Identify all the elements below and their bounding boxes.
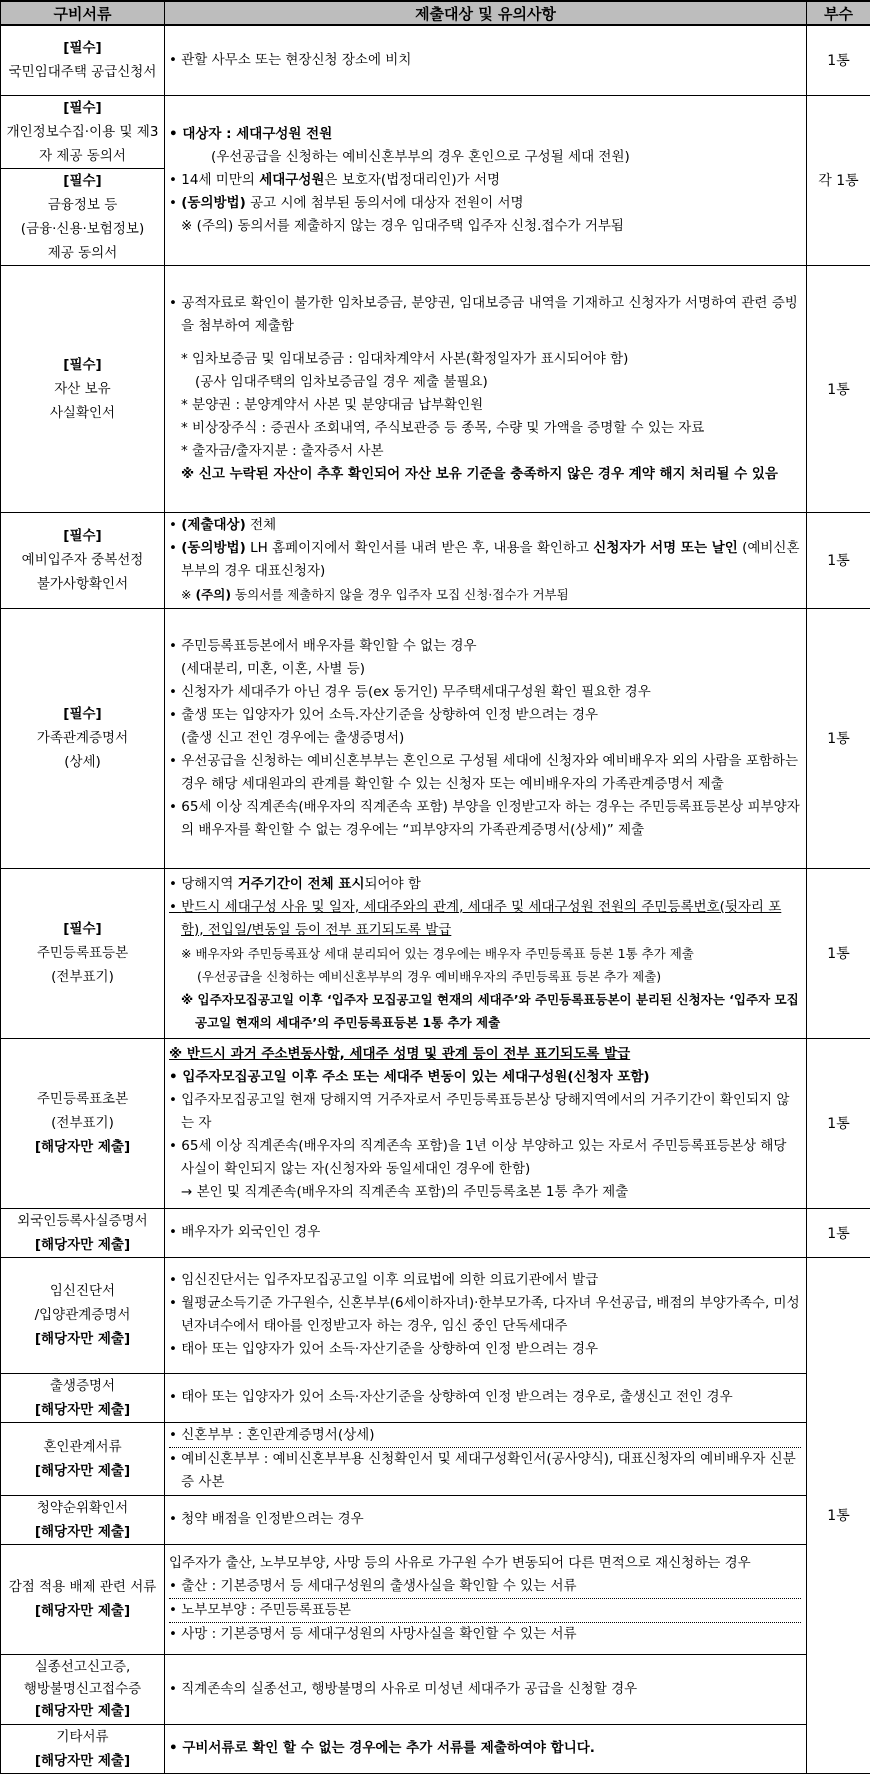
- table-row: [1, 868, 870, 1038]
- document-name: 실종선고신고증, 행방불명신고접수증 [해당자만 제출]: [1, 1654, 165, 1724]
- table-row: [1, 1257, 870, 1373]
- document-name: 감점 적용 배제 관련 서류 [해당자만 제출]: [1, 1544, 165, 1654]
- document-details: ※ 반드시 과거 주소변동사항, 세대주 성명 및 관계 등이 전부 표기되도록 발급 • 입주자모집공고일 이후 주소 또는 세대주 변동이 있는 세대구성원(신청자 포함) • 입주자모집공고일 현재 당해지역 거주자로서 주민등록표등본상 당해지역에서의 거주기간이 확인되지 않는 자 • 65세 이상 직계존속(배우자의 직계존속 포함)을 1년 이상 부양하고 있는 자로서 주민등록표등본상 해당 사실이 확인되지 않는 자(신청자와 동일세대인 경우에 한함) → 본인 및 직계존속(배우자의 직계존속 포함)의 주민등록초본 1통 추가 제출: [165, 1038, 807, 1208]
- document-details: • 임신진단서는 입주자모집공고일 이후 의료법에 의한 의료기관에서 발급 • 월평균소득기준 가구원수, 신혼부부(6세이하자녀)·한부모가족, 다자녀 우선공급, 배점의 부양가족수, 미성년자녀수에서 태아를 인정받고자 하는 경우, 임신 중인 단독세대주 • 태아 또는 입양자가 있어 소득·자산기준을 상향하여 인정 받으려는 경우: [165, 1257, 807, 1373]
- document-count: 각 1통: [807, 95, 870, 265]
- document-name: [필수] 예비입주자 중복선정 불가사항확인서: [1, 512, 165, 608]
- document-name: 혼인관계서류 [해당자만 제출]: [1, 1422, 165, 1495]
- table-row: [1, 1724, 870, 1773]
- table-row: [1, 1038, 870, 1208]
- document-name: 출생증명서 [해당자만 제출]: [1, 1373, 165, 1422]
- document-count: 1통: [807, 1257, 870, 1773]
- table-row: [1, 25, 870, 95]
- table-row: [1, 608, 870, 868]
- table-row: [1, 1373, 870, 1422]
- table-row: [1, 1654, 870, 1724]
- document-details: • 구비서류로 확인 할 수 없는 경우에는 추가 서류를 제출하여야 합니다.: [165, 1724, 807, 1773]
- document-name: 임신진단서 /입양관계증명서 [해당자만 제출]: [1, 1257, 165, 1373]
- document-count: 1통: [807, 265, 870, 512]
- document-name: [필수] 개인정보수집·이용 및 제3자 제공 동의서: [1, 95, 165, 168]
- document-count: 1통: [807, 868, 870, 1038]
- table-row: [1, 95, 870, 168]
- table-row: [1, 1495, 870, 1544]
- table-row: [1, 265, 870, 512]
- header-document: 구비서류: [1, 1, 165, 25]
- table-row: [1, 512, 870, 608]
- document-details: • 관할 사무소 또는 현장신청 장소에 비치: [165, 25, 807, 95]
- document-count: 1통: [807, 1038, 870, 1208]
- document-details: • 주민등록표등본에서 배우자를 확인할 수 없는 경우 (세대분리, 미혼, 이혼, 사별 등) • 신청자가 세대주가 아닌 경우 등(ex 동거인) 무주택세대구성원 확인 필요한 경우 • 출생 또는 입양자가 있어 소득.자산기준을 상향하여 인정 받으려는 경우 (출생 신고 전인 경우에는 출생증명서) • 우선공급을 신청하는 예비신혼부부는 혼인으로 구성될 세대에 신청자와 예비배우자 외의 사람을 포함하는 경우 해당 세대원과의 관계를 확인할 수 있는 신청자 또는 예비배우자의 가족관계증명서 제출 • 65세 이상 직계존속(배우자의 직계존속 포함) 부양을 인정받고자 하는 경우는 주민등록표등본상 피부양자의 배우자를 확인할 수 없는 경우에는 “피부양자의 가족관계증명서(상세)” 제출: [165, 608, 807, 868]
- table-row: [1, 1422, 870, 1495]
- document-name: [필수] 가족관계증명서 (상세): [1, 608, 165, 868]
- table-header: [1, 1, 870, 25]
- document-details: • (제출대상) 전체 • (동의방법) LH 홈페이지에서 확인서를 내려 받은 후, 내용을 확인하고 신청자가 서명 또는 날인 (예비신혼부부의 경우 대표신청자) ※ (주의) 동의서를 제출하지 않을 경우 입주자 모집 신청·접수가 거부됨: [165, 512, 807, 608]
- document-details: • 배우자가 외국인인 경우: [165, 1208, 807, 1257]
- document-name: [필수] 주민등록표등본 (전부표기): [1, 868, 165, 1038]
- document-details: • 대상자 : 세대구성원 전원 (우선공급을 신청하는 예비신혼부부의 경우 혼인으로 구성될 세대 전원) • 14세 미만의 세대구성원은 보호자(법정대리인)가 서명 • (동의방법) 공고 시에 첨부된 동의서에 대상자 전원이 서명 ※ (주의) 동의서를 제출하지 않는 경우 임대주택 입주자 신청.접수가 거부됨: [165, 95, 807, 265]
- document-name: 외국인등록사실증명서 [해당자만 제출]: [1, 1208, 165, 1257]
- document-name: [필수] 자산 보유 사실확인서: [1, 265, 165, 512]
- document-details: • 태아 또는 입양자가 있어 소득·자산기준을 상향하여 인정 받으려는 경우로, 출생신고 전인 경우: [165, 1373, 807, 1422]
- document-count: 1통: [807, 25, 870, 95]
- document-count: 1통: [807, 608, 870, 868]
- header-details: 제출대상 및 유의사항: [165, 1, 807, 25]
- document-name: 기타서류 [해당자만 제출]: [1, 1724, 165, 1773]
- document-details: • 공적자료로 확인이 불가한 임차보증금, 분양권, 임대보증금 내역을 기재하고 신청자가 서명하여 관련 증빙을 첨부하여 제출함 * 임차보증금 및 임대보증금 : 임대차계약서 사본(확정일자가 표시되어야 함) (공사 임대주택의 임차보증금일 경우 제출 불필요) * 분양권 : 분양계약서 사본 및 분양대금 납부확인원 * 비상장주식 : 증권사 조회내역, 주식보관증 등 종목, 수량 및 가액을 증명할 수 있는 자료 * 출자금/출자지분 : 출자증서 사본 ※ 신고 누락된 자산이 추후 확인되어 자산 보유 기준을 충족하지 않은 경우 계약 해지 처리될 수 있음: [165, 265, 807, 512]
- document-details: 입주자가 출산, 노부모부양, 사망 등의 사유로 가구원 수가 변동되어 다른 면적으로 재신청하는 경우 • 출산 : 기본증명서 등 세대구성원의 출생사실을 확인할 수 있는 서류 • 노부모부양 : 주민등록표등본 • 사망 : 기본증명서 등 세대구성원의 사망사실을 확인할 수 있는 서류: [165, 1544, 807, 1654]
- document-name: 청약순위확인서 [해당자만 제출]: [1, 1495, 165, 1544]
- document-details: • 신혼부부 : 혼인관계증명서(상세) • 예비신혼부부 : 예비신혼부부용 신청확인서 및 세대구성확인서(공사양식), 대표신청자의 예비배우자 신분증 사본: [165, 1422, 807, 1495]
- table-row: [1, 1544, 870, 1654]
- document-name: [필수] 금융정보 등 (금융·신용·보험정보) 제공 동의서: [1, 168, 165, 265]
- header-count: 부수: [807, 1, 870, 25]
- table-row: [1, 1208, 870, 1257]
- document-details: • 당해지역 거주기간이 전체 표시되어야 함 • 반드시 세대구성 사유 및 일자, 세대주와의 관계, 세대주 및 세대구성원 전원의 주민등록번호(뒷자리 포함), 전입일/변동일 등이 전부 표기되도록 발급 ※ 배우자와 주민등록표상 세대 분리되어 있는 경우에는 배우자 주민등록표 등본 1통 추가 제출 (우선공급을 신청하는 예비신혼부부의 경우 예비배우자의 주민등록표 등본 추가 제출) ※ 입주자모집공고일 이후 ‘입주자 모집공고일 현재의 세대주’와 주민등록표등본이 분리된 신청자는 ‘입주자 모집공고일 현재의 세대주’의 주민등록표등본 1통 추가 제출: [165, 868, 807, 1038]
- document-name: 주민등록표초본 (전부표기) [해당자만 제출]: [1, 1038, 165, 1208]
- document-count: 1통: [807, 512, 870, 608]
- document-details: • 청약 배점을 인정받으려는 경우: [165, 1495, 807, 1544]
- document-count: 1통: [807, 1208, 870, 1257]
- document-name: [필수] 국민임대주택 공급신청서: [1, 25, 165, 95]
- document-details: • 직계존속의 실종선고, 행방불명의 사유로 미성년 세대주가 공급을 신청할 경우: [165, 1654, 807, 1724]
